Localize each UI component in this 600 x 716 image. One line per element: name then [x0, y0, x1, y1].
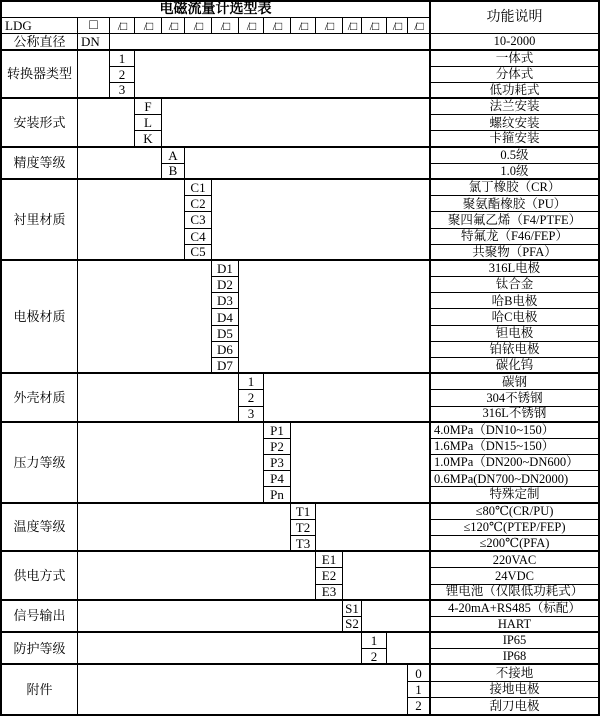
option-code-cell: C2 — [185, 196, 212, 212]
model-slot-box: /□ — [264, 18, 291, 34]
group-spacer-left — [78, 99, 135, 148]
group-spacer-left — [78, 633, 362, 665]
option-function-cell: 氯丁橡胶（CR） — [430, 180, 598, 196]
group-spacer-right — [291, 423, 430, 504]
group-label: 温度等级 — [2, 504, 78, 553]
option-function-cell: 分体式 — [430, 67, 598, 83]
option-function-cell: 220VAC — [430, 552, 598, 568]
group-spacer-right — [387, 633, 430, 665]
model-slot-box: /□ — [291, 18, 316, 34]
model-slot-box: /□ — [387, 18, 408, 34]
option-function-cell: 1.6MPa（DN15~150） — [430, 439, 598, 455]
option-function-cell: 4-20mA+RS485（标配） — [430, 601, 598, 617]
option-function-cell: 聚四氟乙烯（F4/PTFE） — [430, 212, 598, 228]
option-code-cell: D6 — [212, 342, 239, 358]
option-code-cell: D7 — [212, 358, 239, 374]
option-function-cell: 一体式 — [430, 51, 598, 67]
option-function-cell: IP65 — [430, 633, 598, 649]
option-code-cell: C1 — [185, 180, 212, 196]
group-spacer-left — [78, 423, 264, 504]
option-code-cell: D1 — [212, 261, 239, 277]
group-spacer-right — [316, 504, 430, 553]
option-code-cell: B — [162, 164, 185, 180]
option-code-cell: D2 — [212, 277, 239, 293]
group-label: 外壳材质 — [2, 374, 78, 423]
option-code-cell: 3 — [110, 83, 135, 99]
model-slot-box: /□ — [239, 18, 264, 34]
option-code-cell: E1 — [316, 552, 343, 568]
option-code-cell: 1 — [239, 374, 264, 390]
option-code-cell: D5 — [212, 326, 239, 342]
diameter-group-label: 公称直径 — [2, 34, 78, 50]
option-function-cell: 1.0MPa（DN200~DN600） — [430, 455, 598, 471]
group-spacer-left — [78, 552, 316, 601]
option-code-cell: P1 — [264, 423, 291, 439]
model-first-box: □ — [78, 18, 110, 34]
group-spacer-right — [162, 99, 430, 148]
option-function-cell: 铂铱电极 — [430, 342, 598, 358]
option-function-cell: 碳钢 — [430, 374, 598, 390]
option-code-cell: P2 — [264, 439, 291, 455]
option-function-cell: 卡箍安装 — [430, 131, 598, 147]
option-code-cell: A — [162, 148, 185, 164]
option-function-cell: 哈B电极 — [430, 293, 598, 309]
model-slot-box: /□ — [408, 18, 430, 34]
group-spacer-left — [78, 374, 239, 423]
option-function-cell: 特氟龙（F46/FEP） — [430, 229, 598, 245]
option-code-cell: D3 — [212, 293, 239, 309]
option-function-cell: ≤120℃(PTEP/FEP) — [430, 520, 598, 536]
option-function-cell: 0.5级 — [430, 148, 598, 164]
option-code-cell: S2 — [343, 617, 362, 633]
option-function-cell: ≤200℃(PFA) — [430, 536, 598, 552]
group-label: 衬里材质 — [2, 180, 78, 261]
option-code-cell: C3 — [185, 212, 212, 228]
option-function-cell: 1.0级 — [430, 164, 598, 180]
option-code-cell: E3 — [316, 585, 343, 601]
model-slot-box: /□ — [135, 18, 162, 34]
option-code-cell: F — [135, 99, 162, 115]
option-code-cell: C4 — [185, 229, 212, 245]
option-code-cell: S1 — [343, 601, 362, 617]
model-slot-box: /□ — [316, 18, 343, 34]
group-spacer-left — [78, 665, 408, 714]
model-slot-box: /□ — [212, 18, 239, 34]
group-spacer-left — [78, 180, 185, 261]
option-function-cell: 螺纹安装 — [430, 115, 598, 131]
model-prefix-label: LDG — [2, 18, 78, 34]
option-function-cell: 0.6MPa(DN700~DN2000) — [430, 471, 598, 487]
option-code-cell: P4 — [264, 471, 291, 487]
option-function-cell: 304不锈钢 — [430, 390, 598, 406]
option-code-cell: Pn — [264, 487, 291, 503]
option-code-cell: K — [135, 131, 162, 147]
group-label: 安装形式 — [2, 99, 78, 148]
group-label: 电极材质 — [2, 261, 78, 374]
option-function-cell: 低功耗式 — [430, 83, 598, 99]
group-spacer-right — [135, 51, 430, 100]
group-spacer-left — [78, 148, 162, 180]
option-code-cell: D4 — [212, 309, 239, 325]
option-function-cell: 特殊定制 — [430, 487, 598, 503]
option-code-cell: L — [135, 115, 162, 131]
option-code-cell: C5 — [185, 245, 212, 261]
group-label: 精度等级 — [2, 148, 78, 180]
group-label: 供电方式 — [2, 552, 78, 601]
option-function-cell: 接地电极 — [430, 682, 598, 698]
option-code-cell: 2 — [239, 390, 264, 406]
group-spacer-right — [362, 601, 430, 633]
diameter-function-cell: 10-2000 — [430, 34, 598, 50]
option-code-cell: 2 — [110, 67, 135, 83]
option-function-cell: 锂电池（仅限低功耗式） — [430, 585, 598, 601]
table-title: 电磁流量计选型表 — [2, 2, 430, 18]
option-function-cell: 316L不锈钢 — [430, 407, 598, 423]
function-column-header: 功能说明 — [430, 2, 598, 34]
group-spacer-left — [78, 261, 212, 374]
option-function-cell: 钽电极 — [430, 326, 598, 342]
model-slot-box: /□ — [185, 18, 212, 34]
model-slot-box: /□ — [362, 18, 387, 34]
group-spacer-right — [185, 148, 430, 180]
option-code-cell: T1 — [291, 504, 316, 520]
group-spacer-right — [239, 261, 430, 374]
option-function-cell: 不接地 — [430, 665, 598, 681]
option-code-cell: 1 — [110, 51, 135, 67]
group-label: 信号输出 — [2, 601, 78, 633]
group-spacer-left — [78, 51, 110, 100]
option-code-cell: T2 — [291, 520, 316, 536]
group-spacer-right — [264, 374, 430, 423]
diameter-spacer-cell — [110, 34, 430, 50]
option-function-cell: 4.0MPa（DN10~150） — [430, 423, 598, 439]
group-label: 附件 — [2, 665, 78, 714]
group-spacer-right — [212, 180, 430, 261]
option-code-cell: 0 — [408, 665, 430, 681]
option-function-cell: HART — [430, 617, 598, 633]
option-function-cell: IP68 — [430, 649, 598, 665]
option-code-cell: 1 — [408, 682, 430, 698]
option-code-cell: 3 — [239, 407, 264, 423]
option-function-cell: 24VDC — [430, 568, 598, 584]
option-function-cell: 316L电极 — [430, 261, 598, 277]
option-function-cell: ≤80℃(CR/PU) — [430, 504, 598, 520]
option-code-cell: E2 — [316, 568, 343, 584]
table-grid — [2, 2, 598, 714]
group-spacer-right — [343, 552, 430, 601]
option-code-cell: 1 — [362, 633, 387, 649]
diameter-code-cell: DN — [78, 34, 110, 50]
option-function-cell: 共聚物（PFA） — [430, 245, 598, 261]
option-code-cell: P3 — [264, 455, 291, 471]
model-slot-box: /□ — [162, 18, 185, 34]
group-spacer-left — [78, 601, 343, 633]
option-code-cell: T3 — [291, 536, 316, 552]
option-code-cell: 2 — [408, 698, 430, 714]
option-function-cell: 碳化钨 — [430, 358, 598, 374]
model-slot-box: /□ — [343, 18, 362, 34]
option-function-cell: 刮刀电极 — [430, 698, 598, 714]
group-label: 防护等级 — [2, 633, 78, 665]
option-function-cell: 聚氨酯橡胶（PU） — [430, 196, 598, 212]
option-function-cell: 哈C电极 — [430, 309, 598, 325]
group-label: 压力等级 — [2, 423, 78, 504]
option-code-cell: 2 — [362, 649, 387, 665]
option-function-cell: 法兰安装 — [430, 99, 598, 115]
group-label: 转换器类型 — [2, 51, 78, 100]
group-spacer-left — [78, 504, 291, 553]
model-slot-box: /□ — [110, 18, 135, 34]
option-function-cell: 钛合金 — [430, 277, 598, 293]
